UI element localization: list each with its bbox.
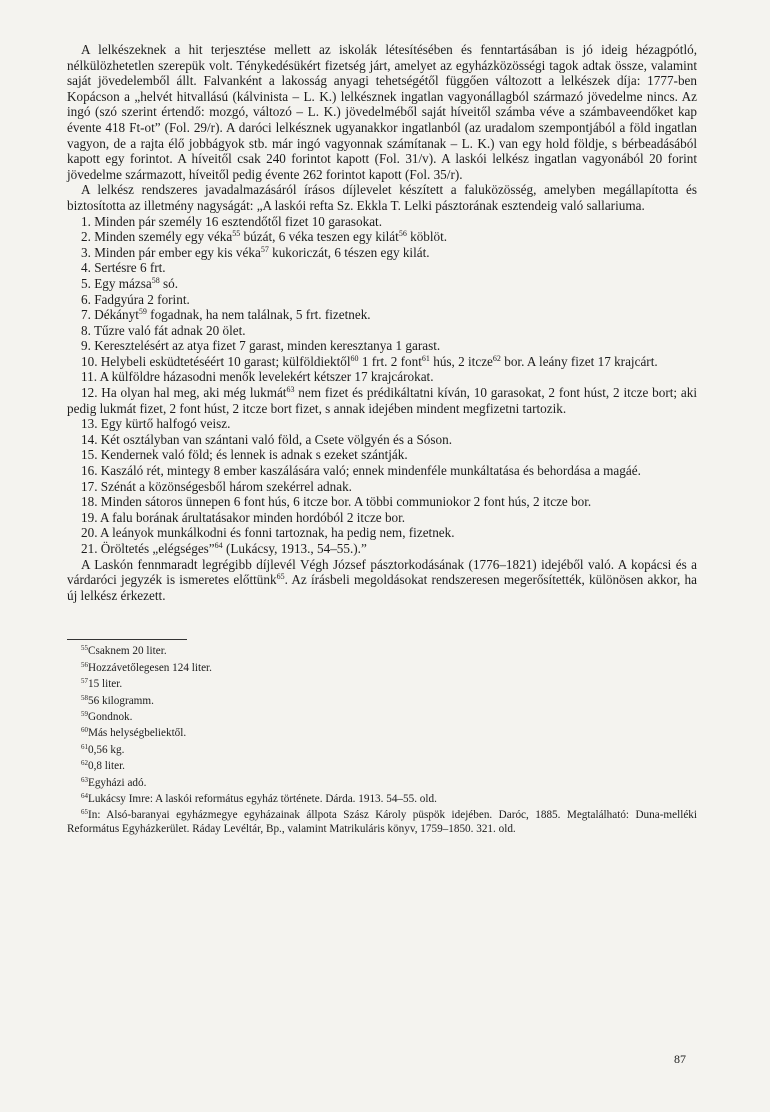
footnote-ref: 63 [286, 385, 295, 395]
list-item [67, 479, 697, 495]
list-item [67, 229, 697, 245]
list-item [67, 432, 697, 448]
footnote-ref: 58 [151, 275, 160, 285]
footnote-text: 0,56 kg. [88, 743, 125, 756]
footnote-text: Gondnok. [88, 711, 133, 723]
list-item-text: 12. Ha olyan hal meg, aki még lukmát [81, 385, 287, 401]
list-item [67, 416, 697, 432]
footnote-number: 57 [81, 677, 88, 686]
footnote [67, 675, 697, 691]
list-item [67, 494, 697, 510]
footnote [67, 642, 697, 658]
footnote-number: 60 [81, 726, 88, 735]
list-item [67, 276, 697, 292]
footnote-text: Csaknem 20 liter. [88, 645, 167, 658]
footnote-number: 58 [81, 693, 88, 702]
footnote-number: 56 [81, 660, 88, 669]
footnote-text: 15 liter. [88, 678, 123, 691]
list-item-text: 9. Keresztelésért az atya fizet 7 garast, minden keresztanya 1 garast. [81, 338, 441, 354]
list-item-text: 1. Minden pár személy 16 esztendőtől fizet 10 garasokat. [81, 213, 383, 229]
footnote-number: 59 [81, 710, 88, 718]
list-item [67, 245, 697, 261]
list-item-text: 13. Egy kürtő halfogó veisz. [81, 416, 231, 432]
footnote-number: 64 [81, 792, 88, 801]
paragraph-intro: A lelkészeknek a hit terjesztése mellett az iskolák létesítésében és fenntartásában is jó ideig hézagpótló, nélkülözhetetlen szerepük volt. Ténykedésükért fizetség járt, amelyet az egyházközösségi tagok adtak össze, valamint saját jövedelemből állt. Falvanként a lakosság anyagi tehetségétől függően változott a lelkészek díja: 1777-ben Kopácson a „helvét hitvallású (kálvinista – L. K.) lelkésznek ingatlan vagyonállagból származó jövedelme nincs. Az ingó (szó szerint értendő: mozgó, változó – L. K.) jövedelméből saját híveitől számba véve a számbaveendőket kap évente 418 Ft-ot” (Fol. 29/r). A daróci lelkésznek ugyanakkor ingatlanból (az uradalom szempontjából a föld ingatlan vagyon, de a rajta élő jobbágyok stb. már ingó vagyonnak számítanak – L. K.) van egy hold földje, s bérbeadásából kapott egy forintot. A híveitől csak 240 forintot kapott (Fol. 31/v). A laskói lelkész ingatlan vagyonából 20 forint jövedelme származott, híveitől pedig évente 262 forintot kapott (Fol. 35/r). [67, 42, 697, 182]
list-item-text: fogadnak, ha nem találnak, 5 frt. fizetnek. [146, 307, 371, 323]
list-item-text: hús, 2 itcze [429, 353, 493, 369]
list-item-text: 17. Szénát a közönségesből három szekérrel adnak. [81, 478, 352, 494]
paragraph-dijlevel: A lelkész rendszeres javadalmazásáról írásos díjlevelet készített a faluközösség, amelyben megállapította és biztosította az illetmény nagyságát: „A laskói refta Sz. Ekkla T. Lelki pásztorának esztendeig való sallariuma. [67, 182, 697, 213]
list-item [67, 307, 697, 323]
list-item [67, 463, 697, 479]
footnote-text: Lukácsy Imre: A laskói református egyház története. Dárda. 1913. 54–55. old. [88, 793, 437, 806]
footnote-text: 0,8 liter. [88, 760, 125, 773]
footnote-ref: 65 [276, 572, 285, 582]
list-item-text: 6. Fadgyúra 2 forint. [81, 291, 190, 307]
footnote-ref: 61 [421, 353, 430, 363]
list-item-text: 18. Minden sátoros ünnepen 6 font hús, 6 itcze bor. A többi communiokor 2 font hús, 2 itcze bor. [81, 494, 592, 510]
list-item-text: 8. Tűzre való fát adnak 20 ölet. [81, 322, 246, 338]
list-item-text: 20. A leányok munkálkodni és fonni tartoznak, ha pedig nem, fizetnek. [81, 525, 455, 541]
list-item-text: 19. A falu borának árultatásakor minden hordóból 2 itcze bor. [81, 509, 406, 525]
page-content [67, 42, 697, 836]
salary-list [67, 214, 697, 557]
list-item [67, 260, 697, 276]
list-item [67, 447, 697, 463]
list-item-text: 5. Egy mázsa [81, 275, 152, 291]
footnote-text: Más helységbeliektől. [88, 727, 187, 740]
list-item [67, 292, 697, 308]
footnote-text: Egyházi adó. [88, 776, 147, 789]
list-item-text: 2. Minden személy egy véka [81, 229, 233, 245]
list-item-text: köblöt. [406, 229, 448, 245]
list-item [67, 354, 697, 370]
footnote [67, 806, 697, 836]
paragraph-conclusion-rest: . Az írásbeli megoldásokat rendszeresen megerősítették, különösen akkor, ha új lelkész érkezett. [67, 572, 697, 603]
list-item-text: bor. A leány fizet 17 krajcárt. [500, 353, 658, 369]
list-item-text: 21. Öröltetés „elégséges” [81, 541, 215, 556]
footnote-number: 61 [81, 742, 88, 751]
list-item-text: 3. Minden pár ember egy kis véka [81, 244, 261, 260]
footnote [67, 708, 697, 724]
footnote-ref: 64 [214, 541, 223, 550]
footnote [67, 692, 697, 708]
list-item-text: nem fizet és prédikáltatni kíván, 10 garasokat, 2 font húst, 2 itcze bort; aki pedig lukmát fizet, 2 font húst, 2 itcze bort fizet, s annak idejében mindent megfizetni tartozik. [67, 385, 697, 416]
list-item [67, 385, 697, 416]
footnote-divider [67, 639, 187, 640]
footnote-ref: 60 [350, 353, 359, 363]
list-item-text: só. [159, 275, 179, 291]
list-item-text: 16. Kaszáló rét, mintegy 8 ember kaszálására való; ennek mindenféle munkáltatása és behordása a magáé. [81, 463, 641, 479]
footnote [67, 741, 697, 757]
list-item-text: 4. Sertésre 6 frt. [81, 260, 166, 276]
list-item-text: 15. Kendernek való föld; és lennek is adnak s ezeket szántják. [81, 447, 408, 463]
footnote-ref: 59 [138, 307, 147, 317]
list-item [67, 323, 697, 339]
footnote-text: 56 kilogramm. [88, 694, 154, 707]
body-text [67, 42, 697, 603]
page-number: 87 [674, 1052, 686, 1066]
footnote [67, 757, 697, 773]
footnote-number: 55 [81, 644, 88, 653]
list-item [67, 338, 697, 354]
list-item [67, 369, 697, 385]
list-item-text: 11. A külföldre házasodni menők levelekért kétszer 17 krajcárokat. [81, 369, 434, 385]
footnote [67, 790, 697, 806]
footnote-ref: 62 [492, 353, 501, 363]
list-item-text: 14. Két osztályban van szántani való föld, a Csete völgyén és a Sóson. [81, 431, 452, 447]
list-item-text: 7. Dékányt [81, 307, 139, 323]
list-item-text: búzát, 6 véka teszen egy kilát [240, 229, 399, 245]
list-item [67, 525, 697, 541]
footnote-number: 65 [81, 808, 88, 817]
footnote-ref: 56 [398, 229, 407, 239]
list-item-text: kukoriczát, 6 tészen egy kilát. [268, 244, 430, 260]
paragraph-conclusion-text: A Laskón fennmaradt legrégibb díjlevél Végh József pásztorkodásának (1776–1821) idejéből való. A kopácsi és a várdaróci jegyzék is ismeretes előttünk [67, 556, 697, 588]
list-item-text: (Lukácsy, 1913., 54–55.).” [222, 541, 367, 556]
footnote-ref: 57 [260, 244, 269, 254]
footnote-text: In: Alsó-baranyai egyházmegye egyházainak állpota Szász Károly püspök idejében. Daróc, 1885. Megtalálható: Duna-melléki Református Egyházkerület. Ráday Levéltár, Bp., valamint Matrikuláris könyv, 1759–1850. 321. old. [67, 809, 697, 835]
list-item [67, 214, 697, 230]
list-item [67, 541, 697, 557]
footnote [67, 659, 697, 675]
list-item-text: 1 frt. 2 font [358, 353, 422, 369]
footnote-ref: 55 [232, 229, 241, 239]
footnote-text: Hozzávetőlegesen 124 liter. [88, 661, 212, 674]
list-item-text: 10. Helybeli esküdtetéséért 10 garast; külföldiektől [81, 353, 351, 369]
footnote-number: 62 [81, 759, 88, 768]
footnote [67, 724, 697, 740]
footnote [67, 774, 697, 790]
footnotes [67, 642, 697, 836]
paragraph-conclusion [67, 557, 697, 604]
footnote-number: 63 [81, 775, 88, 784]
list-item [67, 510, 697, 526]
